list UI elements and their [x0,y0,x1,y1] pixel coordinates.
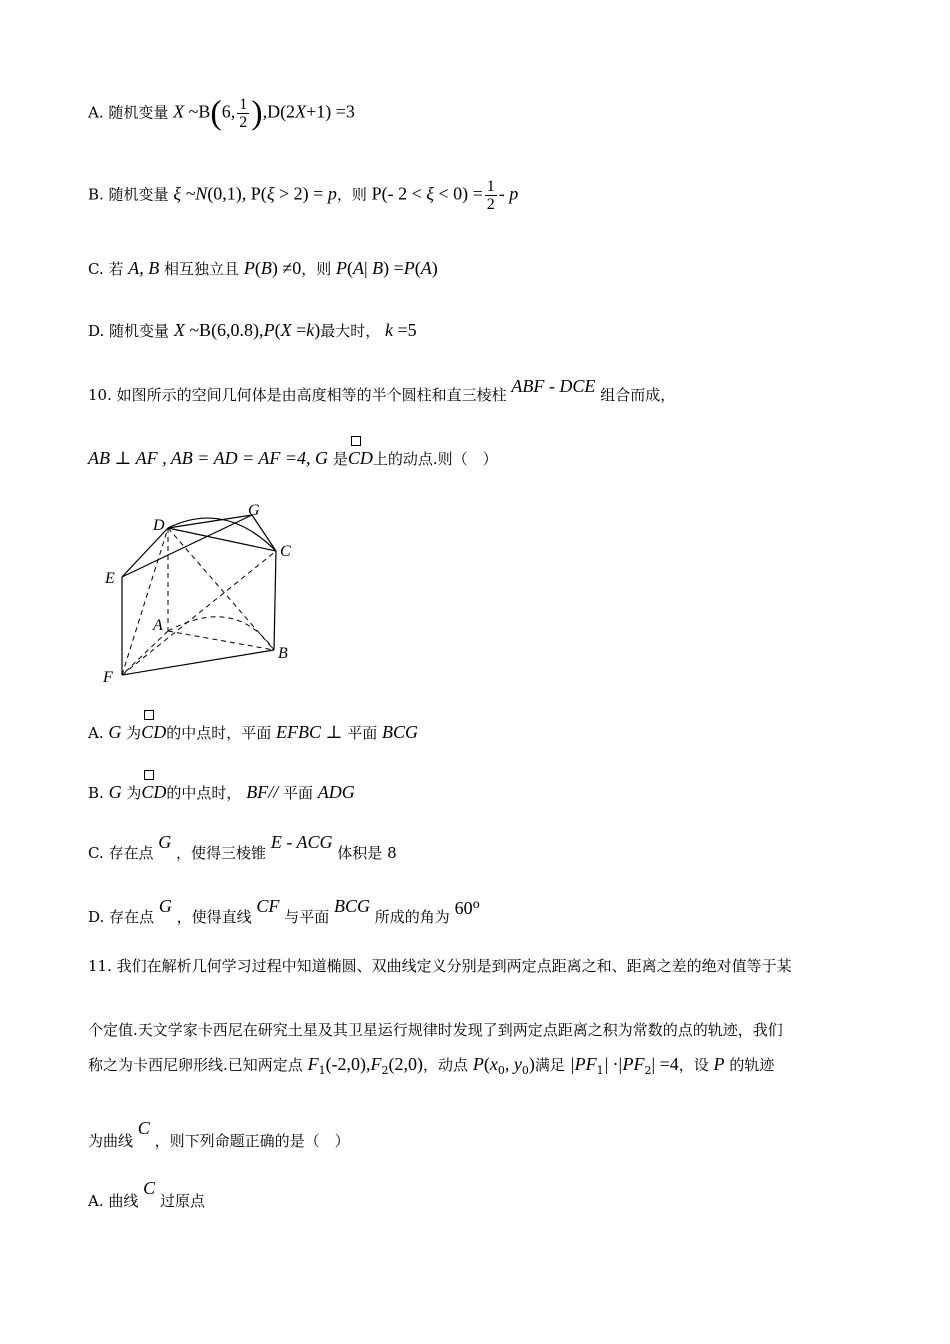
q9-option-a: A. 随机变量 X ~B(6, $\frac{1}{2}$ ),D(2X+1) =3 [88,94,355,132]
option-label: A. 随机变量 [88,103,169,122]
q10-option-b: B. G 为CD的中点时， BF// 平面 ADG [88,782,355,802]
label-e: E [105,570,115,587]
q9-option-d: D. 随机变量 X ~B(6,0.8),P(X =k)最大时， k =5 [88,320,417,340]
q10-stem-line1: 10. 如图所示的空间几何体是由高度相等的半个圆柱和直三棱柱 ABF - DCE 组合而成， [88,376,676,404]
label-b: B [278,645,288,662]
arc-cd: CD [141,782,167,802]
label-a: A [153,617,163,634]
option-label: B. 随机变量 [88,185,169,204]
q9-option-b: B. 随机变量 ξ ~N(0,1), P(ξ > 2) = p，则 P(- 2 < ξ < 0) = $\frac{1}{2}$ - p [88,178,519,213]
q11-line4: 为曲线 C ，则下列命题正确的是（ ） [88,1118,350,1150]
q11-option-a: A. 曲线 C 过原点 [88,1178,205,1210]
fraction: $\frac{1}{2}$ [486,178,495,213]
fraction: $\frac{1}{2}$ [239,96,248,131]
q9-option-c: C. 若 A, B 相互独立且 P(B) ≠0，则 P(A| B) =P(A) [88,258,438,278]
q10-option-c: C. 存在点 G ，使得三棱锥 E - ACG 体积是 8 [88,832,397,862]
geometry-figure [95,495,315,695]
q11-line1: 11. 我们在解析几何学习过程中知道椭圆、双曲线定义分别是到两定点距离之和、距离之差的绝对值等于某 [88,957,792,975]
arc-cd: CD [347,448,373,468]
q11-line3: 称之为卡西尼卵形线.已知两定点 $F_1(-2,0),F_2(2,0)$，动点 $P(x_0$, $y_0$)满足 $|PF_1| \cdot|PF_2| =4$，设 P 的轨迹 [88,1054,775,1077]
label-d: D [153,517,165,534]
q11-line2: 个定值.天文学家卡西尼在研究土星及其卫星运行规律时发现了到两定点距离之积为常数的点的轨迹，我们 [88,1021,783,1039]
arc-cd: CD [141,722,167,742]
q10-stem-line2: AB ⊥ AF , AB = AD = AF =4, G 是CD上的动点.则（ ） [88,448,498,468]
q10-option-d: D. 存在点 G ，使得直线 CF 与平面 BCG 所成的角为 60$^o$ [88,896,480,926]
solid-edges [122,515,276,675]
option-label: C. 若 [88,260,124,278]
label-g: G [248,502,260,519]
label-c: C [280,543,291,560]
option-label: D. 随机变量 [88,322,170,340]
label-f: F [103,669,113,686]
q10-option-a: A. G 为CD的中点时，平面 EFBC ⊥ 平面 BCG [88,722,419,742]
